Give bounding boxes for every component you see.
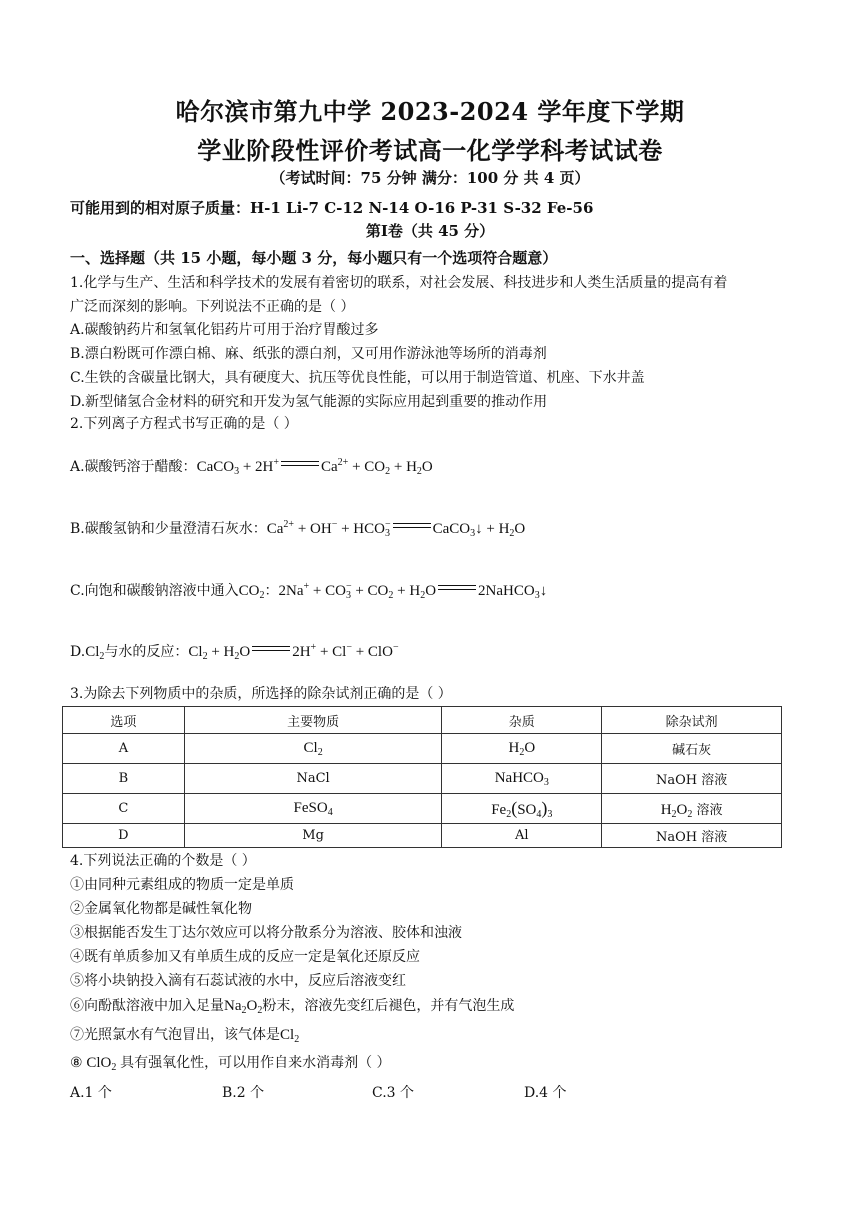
q4-item-3: ③根据能否发生丁达尔效应可以将分散系分为溶液、胶体和浊液 [70,925,462,941]
q2-option-c-label: C.向饱和碳酸钠溶液中通入 [70,583,239,599]
exam-title-line1: 哈尔滨市第九中学 2023-2024 学年度下学期 [175,97,685,126]
q4-item-8: ⑧ ClO$_2$ 具有强氧化性，可以用作自来水消毒剂（ ） [70,1055,391,1073]
table-header-row [63,707,782,734]
q1-option-b: B.漂白粉既可作漂白棉、麻、纸张的漂白剂，又可用作游泳池等场所的消毒剂 [70,346,547,362]
q3-stem: 3.为除去下列物质中的杂质，所选择的除杂试剂正确的是（ ） [70,686,452,702]
table-row: B NaCl NaHCO$_3$ NaOH 溶液 [63,764,782,794]
table-row: D Mg Al NaOH 溶液 [63,824,782,848]
header-reagent: 除杂试剂 [602,707,782,734]
q2-option-c: C.向饱和碳酸钠溶液中通入$CO_2$：$2Na^+ + CO_3^- + CO_2 + H_2O$ 2NaHCO$_3$↓ [70,581,548,601]
q1-option-c: C.生铁的含碳量比钢大，具有硬度大、抗压等优良性能，可以用于制造管道、机座、下水井盖 [70,370,645,386]
q2-option-d: $D.Cl_2$与水的反应：$Cl_2 + H_2O$ 2H+ + Cl− + ClO− [70,642,399,662]
q2-option-b-label: B.碳酸氢钠和少量澄清石灰水： [70,521,267,537]
q3-table [62,706,782,848]
q4-option-a: A.1 个 [70,1085,112,1101]
q4-item-2: ②金属氧化物都是碱性氧化物 [70,901,252,917]
q2-option-d-equation: $Cl_2 + H_2O$ 2H+ + Cl− + ClO− [188,642,399,662]
header-main-substance: 主要物质 [184,707,442,734]
section-title: 一、选择题（共 15 小题，每小题 3 分，每小题只有一个选项符合题意） [70,249,558,267]
q1-option-d: D.新型储氢合金材料的研究和开发为氢气能源的实际应用起到重要的推动作用 [70,394,548,410]
exam-info: （考试时间：75 分钟 满分：100 分 共 4 页） [270,169,590,187]
exam-title-line2: 学业阶段性评价考试高一化学学科考试试卷 [197,136,663,165]
q2-option-d-label: D. [70,644,86,660]
q4-item-4: ④既有单质参加又有单质生成的反应一定是氧化还原反应 [70,949,420,965]
header-option: 选项 [63,707,185,734]
q4-stem: 4.下列说法正确的个数是（ ） [70,853,256,869]
q4-item-6: ⑥向酚酞溶液中加入足量$Na_2O_2$粉末，溶液先变红后褪色，并有气泡生成 [70,998,515,1016]
header-impurity: 杂质 [442,707,602,734]
q4-item-5: ⑤将小块钠投入滴有石蕊试液的水中，反应后溶液变红 [70,973,406,989]
q4-option-c: C.3 个 [372,1085,415,1101]
table-row: C FeSO$_4$ $Fe_2(SO_4)_3$ $H_2O_2$ 溶液 [63,794,782,824]
table-row: A $Cl_2$ $H_2O$ 碱石灰 [63,734,782,764]
q1-option-a: A.碳酸钠药片和氢氧化铝药片可用于治疗胃酸过多 [70,322,379,338]
q4-item-7: ⑦光照氯水有气泡冒出，该气体是$Cl_2$ [70,1027,300,1045]
q4-option-b: B.2 个 [222,1085,265,1101]
q2-option-c-equation: $2Na^+ + CO_3^- + CO_2 + H_2O$ 2NaHCO$_3$↓ [278,581,548,601]
q2-option-a-equation: CaCO$_3$ + 2H+ $Ca^{2+} + CO_2 + H_2O$ [196,457,433,477]
atomic-mass-line: 可能用到的相对原子质量：H-1 Li-7 C-12 N-14 O-16 P-31 S-32 Fe-56 [70,199,594,217]
q4-option-d: D.4 个 [524,1085,567,1101]
q1-stem-line1: 1.化学与生产、生活和科学技术的发展有着密切的联系，对社会发展、科技进步和人类生活质量的提高有着 [70,275,728,291]
q4-item-1: ①由同种元素组成的物质一定是单质 [70,877,294,893]
q2-option-a-label: A.碳酸钙溶于醋酸： [70,459,197,475]
q2-option-a [70,456,433,477]
q2-stem: 2.下列离子方程式书写正确的是（ ） [70,416,298,432]
volume-title: 第Ⅰ卷（共 45 分） [365,222,495,240]
q2-option-b-equation: $Ca^{2+} + OH^- + HCO_3^-$ CaCO$_3$↓ + $H_2O$ [266,519,526,539]
q1-stem-line2: 广泛而深刻的影响。下列说法不正确的是（ ） [70,299,355,315]
q2-option-b [70,518,525,539]
